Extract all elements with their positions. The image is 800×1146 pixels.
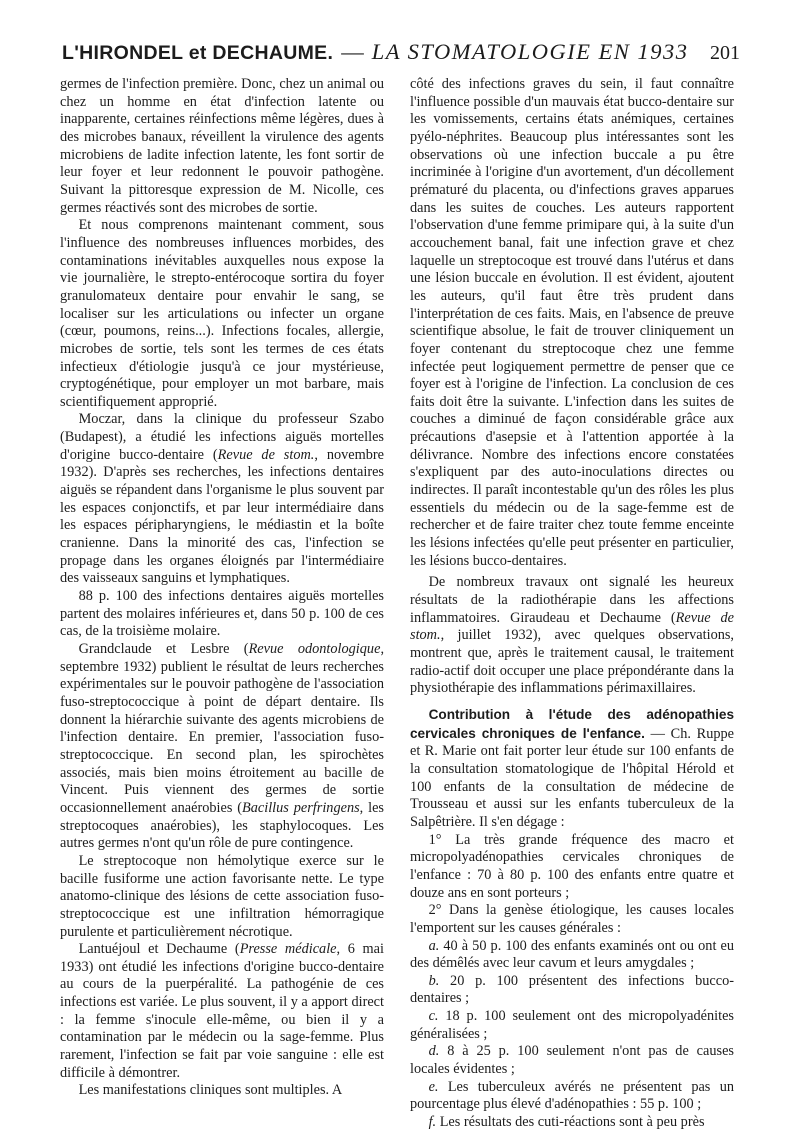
paragraph: Les manifestations cliniques sont multiples. A: [78, 1082, 343, 1099]
paragraph: 88 p. 100 des infections dentaires aiguës mortelles partent des molaires inférieures et, dans 50 p. 100 de ces cas, de la troisième molaire.: [60, 588, 384, 640]
paragraph: De nombreux travaux ont signalé les heureux résultats de la radiothérapie dans les affections inflammatoires. Giraudeau et Dechaume (Revue de stom., juillet 1932), avec quelques observations, montrent que, après le traitement causal, le traitement radio-actif doit occuper une place prépondérante dans la physiothérapie des inflammations périmaxillaires.: [410, 574, 734, 697]
citation-journal: Revue odontologique: [248, 641, 381, 657]
paragraph: côté des infections graves du sein, il faut connaître l'influence possible d'un mauvais état bucco-dentaire sur les vomissements, certains états anémiques, certaines pyélo-néphrites. Beaucoup plus intéressantes sont les observations où une infection buccale a pu être incriminée à l'origine d'un avortement, d'un décollement prématuré du placenta, ou d'infections graves apparues dans les suites de couches. Les auteurs rapportent l'observation d'une femme primipare qui, à la suite d'un accouchement banal, fait une infection grave et chez laquelle un streptocoque est trouvé dans l'utérus et dans une lésion buccale en évolution. Il est évident, ajoutent les auteurs, qu'il faut être très prudent dans l'interprétation de ces faits. Mais, en l'absence de preuve scientifique absolue, le fait de trouver cliniquement un foyer contenant du streptocoque chez une femme infectée peut logiquement permettre de penser que ce foyer est à l'origine de l'infection. La conclusion de ces faits doit être la suivante. L'infection dans les suites de couches a diminué de façon considérable grâce aux précautions d'asepsie et à l'attention apportée à la délivrance. Nombre des infections encore constatées s'expliquent par des auto-inoculations directes ou indirectes. Il paraît incontestable qu'un des rôles les plus essentiels du médecin ou de la sage-femme est de rechercher et de faire traiter chez toute femme enceinte les lésions infectées qu'elle peut présenter en particulier, les lésions bucco-dentaires.: [410, 76, 734, 569]
paragraph: Lantuéjoul et Dechaume (Presse médicale, 6 mai 1933) ont étudié les infections d'origine bucco-dentaire au cours de la puerpéralité. La pathogénie de ces infections est variée. Le plus souvent, il y a apport direct : la femme s'inocule elle-même, ou bien il y a contamination par le médecin ou la sage-femme. Plus rarement, l'infection se fait par voie sanguine : elle est difficile à démontrer.: [60, 941, 384, 1081]
list-item: a. 40 à 50 p. 100 des enfants examinés ont ou ont eu des démêlés avec leur cavum et leurs amygdales ;: [410, 937, 734, 972]
paragraph: Le streptocoque non hémolytique exerce sur le bacille fusiforme une action favorisante nette. Le type anatomo-clinique des lésions de cette association fuso-streptococcique est une infiltration hémorragique purulente et particulièrement nécrotique.: [60, 852, 384, 940]
list-item: e. Les tuberculeux avérés ne présentent pas un pourcentage plus élevé d'adénopathies : 55 p. 100 ;: [410, 1078, 734, 1113]
section-heading: Contribution à l'étude des adénopathies cervicales chroniques de l'enfance.: [410, 706, 734, 741]
paragraph: Moczar, dans la clinique du professeur Szabo (Budapest), a étudié les infections aiguës mortelles d'origine bucco-dentaire (Revue de stom., novembre 1932). D'après ses recherches, les infections dentaires aiguës se répandent dans l'organisme le plus souvent par les espaces conjonctifs, et par leur intermédiaire dans les espaces péripharyngiens, le médiastin et la boîte cranienne. Dans la minorité des cas, l'infection se propage dans les organes éloignés par l'intermédiaire des vaisseaux sanguins et lymphatiques.: [60, 411, 384, 587]
species-name: Bacillus perfringens: [242, 799, 360, 816]
left-column: [60, 76, 384, 1136]
header-journal-title: LA STOMATOLOGIE EN 1933: [371, 39, 689, 64]
page-number: 201: [710, 42, 740, 64]
header-dash: —: [341, 39, 364, 64]
list-item: 1° La très grande fréquence des macro et micropolyadénopathies cervicales chroniques de l'enfance : 70 à 80 p. 100 des enfants entre quatre et douze ans en sont porteurs ;: [410, 831, 734, 901]
citation-journal: Revue de stom.: [217, 446, 315, 463]
right-column: [410, 76, 734, 1136]
citation-journal: Revue de stom.: [410, 609, 734, 644]
section-paragraph: Contribution à l'étude des adénopathies cervicales chroniques de l'enfance. — Ch. Ruppe et R. Marie ont fait porter leur étude sur 100 enfants de la consultation stomatologique de l'hôpital Hérold et 100 enfants de la consultation de médecine de Trousseau et aussi sur les enfants tuberculeux de la Salpêtrière. Il s'en dégage :: [410, 706, 734, 830]
running-header: [62, 38, 740, 67]
list-item: c. 18 p. 100 seulement ont des micropolyadénites généralisées ;: [410, 1008, 734, 1042]
list-item: d. 8 à 25 p. 100 seulement n'ont pas de causes locales évidentes ;: [410, 1043, 734, 1078]
list-item: b. 20 p. 100 présentent des infections bucco-dentaires ;: [410, 972, 734, 1007]
header-authors: L'HIRONDEL et DECHAUME.: [62, 42, 334, 64]
citation-journal: Presse médicale: [239, 941, 337, 958]
paragraph: Grandclaude et Lesbre (Revue odontologique, septembre 1932) publient le résultat de leurs recherches expérimentales sur le pouvoir pathogène de l'association fuso-streptococcique à point de départ dentaire. Ils donnent la hiérarchie suivante des agents microbiens de l'infection dentaire. En premier, l'association fuso-streptococcique. En second plan, les spirochètes associés, mais bien moins étroitement au bacille de Vincent. Puis viennent des germes de sortie occasionnellement anaérobies (Bacillus perfringens, les streptocoques anaérobies), les staphylocoques. Les autres germes n'ont qu'un rôle de pure contingence.: [60, 641, 384, 852]
paragraph: Et nous comprenons maintenant comment, sous l'influence des nombreuses influences morbides, des contaminations inévitables auxquelles nous expose la vie journalière, le strepto-entérocoque sortira du foyer granulomateux dentaire pour envahir le sang, se localiser sur les articulations ou infecter un organe (cœur, poumons, reins...). Infections focales, allergie, microbes de sortie, tels sont les termes de ces états infectieux d'étiologie jusqu'à ce jour mystérieuse, cryptogénétique, pour employer un mot barbare, mais scientifiquement approprié.: [60, 217, 384, 410]
paragraph: germes de l'infection première. Donc, chez un animal ou chez un homme en état d'infection latente ou inapparente, certaines réinfections même légères, dues à des microbes banaux, réveillent la virulence des agents microbiens de ladite infection latente, les font sortir de leur foyer et leur redonnent le pouvoir pathogène. Suivant la pittoresque expression de M. Nicolle, ces germes réactivés sont des microbes de sortie.: [60, 76, 384, 216]
list-item: f. Les résultats des cuti-réactions sont à peu près: [428, 1114, 705, 1131]
list-item: 2° Dans la genèse étiologique, les causes locales l'emportent sur les causes générales :: [410, 902, 734, 936]
